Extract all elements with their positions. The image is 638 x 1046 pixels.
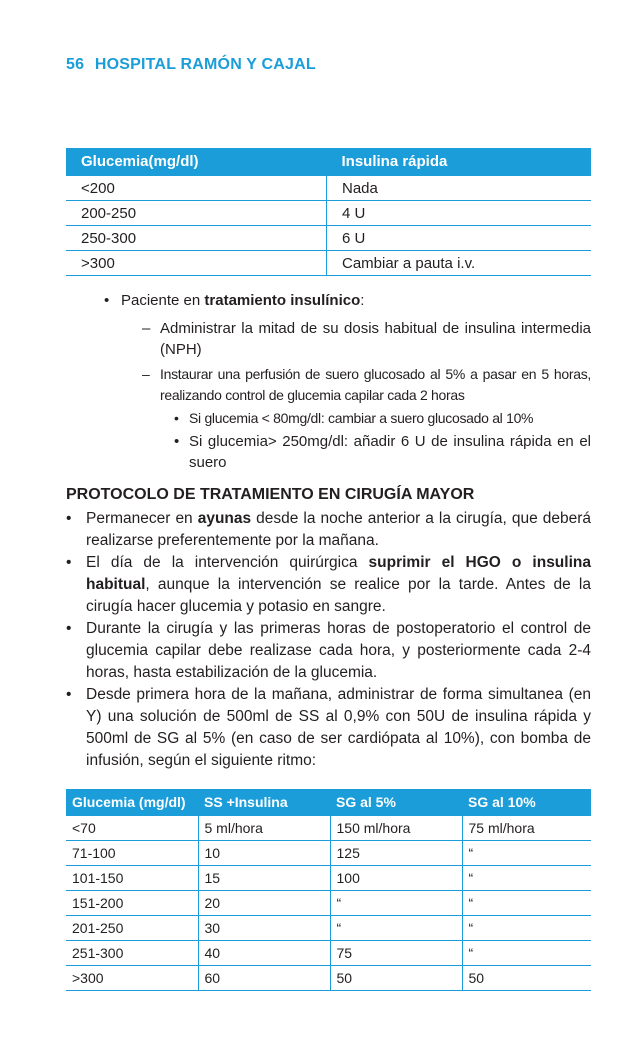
- page-header: [66, 56, 316, 74]
- table-cell: 5 ml/hora: [198, 816, 330, 841]
- table-row: [66, 841, 591, 866]
- table-cell: 150 ml/hora: [330, 816, 462, 841]
- text: :: [360, 292, 365, 309]
- text: , aunque la intervención se realice por la tarde. Antes de la cirugía hacer glucemia y potasio en sangre.: [86, 576, 591, 615]
- table-header: SS +Insulina: [198, 789, 330, 816]
- table-cell: “: [462, 916, 591, 941]
- header-title: HOSPITAL RAMÓN Y CAJAL: [94, 56, 316, 73]
- infusion-rate-table: [66, 789, 591, 991]
- list-item: [66, 508, 591, 552]
- list-item: [174, 431, 591, 473]
- table-cell: 50: [462, 966, 591, 991]
- bullet-icon: •: [66, 510, 72, 527]
- table-header: Insulina rápida: [327, 148, 592, 176]
- table-cell: “: [462, 941, 591, 966]
- bullet-icon: •: [66, 620, 72, 637]
- table-row: [66, 941, 591, 966]
- table-cell: “: [330, 891, 462, 916]
- page-number: 56: [66, 56, 85, 73]
- table-row: [66, 966, 591, 991]
- bullet-icon: •: [66, 686, 72, 703]
- table-cell: 10: [198, 841, 330, 866]
- list-item: [66, 618, 591, 684]
- bold-text: suprimir el HGO o insulina habitual: [86, 554, 591, 593]
- table-cell: 6 U: [327, 226, 592, 251]
- text: Paciente en: [121, 292, 205, 309]
- bold-text: ayunas: [197, 510, 252, 527]
- table-header: Glucemia (mg/dl): [66, 789, 198, 816]
- table-header: SG al 10%: [462, 789, 591, 816]
- table-header: SG al 5%: [330, 789, 462, 816]
- table-cell: 75 ml/hora: [462, 816, 591, 841]
- table-row: [66, 201, 591, 226]
- list-item: [66, 684, 591, 772]
- text: Si glucemia> 250mg/dl: añadir 6 U de insulina rápida en el suero: [189, 433, 591, 471]
- insulin-table: [66, 148, 591, 276]
- table-cell: 4 U: [327, 201, 592, 226]
- text: desde la noche anterior a la cirugía, que deberá realizarse preferentemente por la mañana.: [86, 510, 591, 549]
- bullet-icon: •: [174, 433, 180, 450]
- table-cell: 151-200: [66, 891, 198, 916]
- table-cell: “: [462, 866, 591, 891]
- text: Administrar la mitad de su dosis habitual de insulina intermedia (NPH): [160, 320, 591, 358]
- text: Instaurar una perfusión de suero glucosado al 5% a pasar en 5 horas, realizando control de glucemia capilar cada 2 horas: [160, 366, 591, 403]
- bold-text: tratamiento insulínico: [204, 292, 361, 309]
- table-cell: Nada: [327, 176, 592, 201]
- section-title: PROTOCOLO DE TRATAMIENTO EN CIRUGÍA MAYOR: [66, 486, 475, 503]
- dash-icon: –: [142, 320, 151, 337]
- table-cell: 200-250: [66, 201, 327, 226]
- table-cell: >300: [66, 966, 198, 991]
- table-cell: >300: [66, 251, 327, 276]
- list-item: [66, 552, 591, 618]
- dash-icon: –: [142, 366, 150, 382]
- list-item: [142, 318, 591, 360]
- table-cell: 201-250: [66, 916, 198, 941]
- table-cell: 250-300: [66, 226, 327, 251]
- table-cell: <70: [66, 816, 198, 841]
- bullet-icon: •: [104, 292, 110, 309]
- text: Permanecer en: [86, 510, 198, 527]
- table-header: Glucemia(mg/dl): [66, 148, 327, 176]
- table-cell: 71-100: [66, 841, 198, 866]
- table-cell: 50: [330, 966, 462, 991]
- bullet-icon: •: [66, 554, 72, 571]
- text: Si glucemia < 80mg/dl: cambiar a suero glucosado al 10%: [189, 410, 534, 426]
- table-cell: 251-300: [66, 941, 198, 966]
- list-item: [174, 408, 591, 429]
- list-item: [142, 364, 591, 406]
- text: El día de la intervención quirúrgica: [86, 554, 369, 571]
- table-cell: 100: [330, 866, 462, 891]
- table-cell: 101-150: [66, 866, 198, 891]
- text: Durante la cirugía y las primeras horas de postoperatorio el control de glucemia capilar debe realizase cada hora, y posteriormente cada 2-4 horas, hasta estabilización de la glucemia.: [86, 620, 591, 681]
- table-row: [66, 916, 591, 941]
- table-row: [66, 226, 591, 251]
- table-cell: 75: [330, 941, 462, 966]
- table-row: [66, 816, 591, 841]
- table-row: [66, 251, 591, 276]
- table-cell: “: [462, 841, 591, 866]
- table-cell: 20: [198, 891, 330, 916]
- table-row: [66, 891, 591, 916]
- table-cell: “: [462, 891, 591, 916]
- table-cell: 60: [198, 966, 330, 991]
- table-cell: Cambiar a pauta i.v.: [327, 251, 592, 276]
- table-cell: 15: [198, 866, 330, 891]
- table-row: [66, 176, 591, 201]
- text: Desde primera hora de la mañana, administrar de forma simultanea (en Y) una solución de 500ml de SS al 0,9% con 50U de insulina rápida y 500ml de SG al 5% (en caso de ser cardiópata al 10%), con bomba de infusión, según el siguiente ritmo:: [86, 686, 591, 769]
- table-cell: 40: [198, 941, 330, 966]
- table-row: [66, 866, 591, 891]
- table-cell: “: [330, 916, 462, 941]
- table-cell: 30: [198, 916, 330, 941]
- table-cell: 125: [330, 841, 462, 866]
- table-cell: <200: [66, 176, 327, 201]
- bullet-icon: •: [174, 410, 179, 426]
